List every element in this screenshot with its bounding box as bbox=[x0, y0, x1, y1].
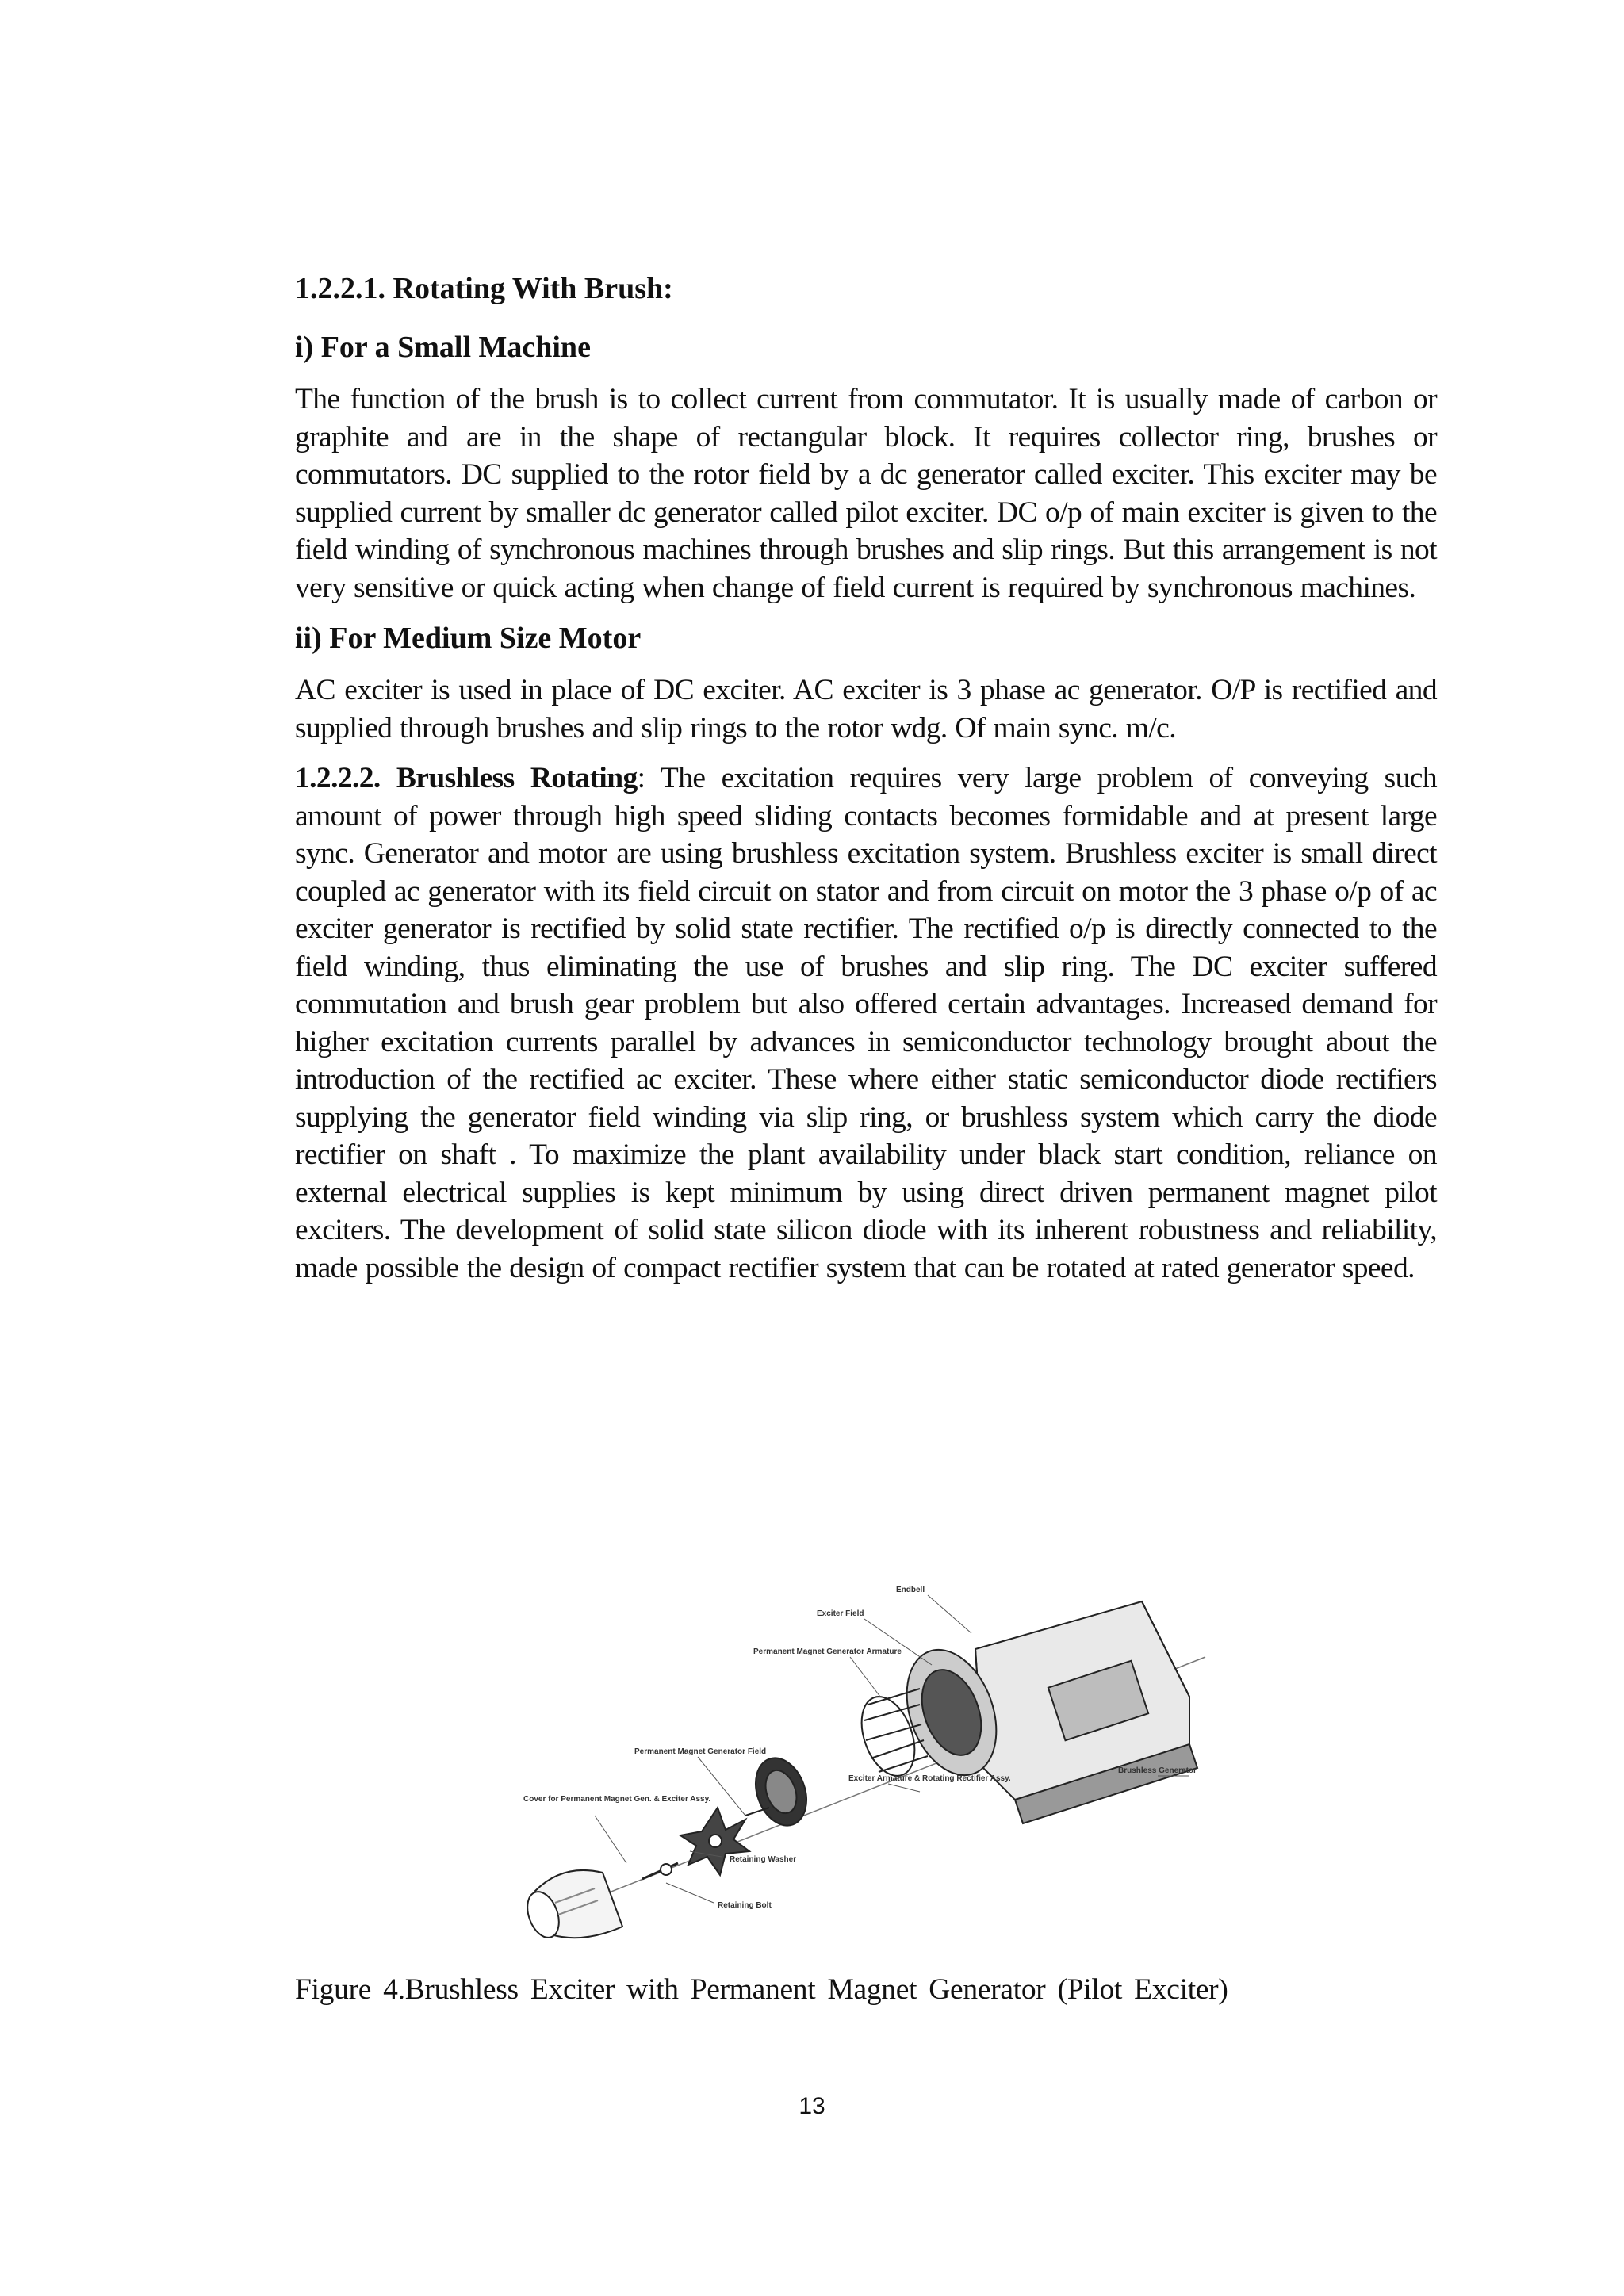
page-number: 13 bbox=[799, 2093, 825, 2119]
label-retaining-bolt: Retaining Bolt bbox=[718, 1901, 772, 1910]
label-endbell: Endbell bbox=[896, 1586, 925, 1594]
paragraph-medium-motor: AC exciter is used in place of DC exciter. AC exciter is 3 phase ac generator. O/P is rectified and supplied through brushes and slip rings to the rotor wdg. Of main sync. m/c. bbox=[295, 674, 1437, 744]
label-retaining-washer: Retaining Washer bbox=[730, 1855, 797, 1864]
label-brushless-generator: Brushless Generator bbox=[1118, 1766, 1197, 1775]
subheading-small-machine: i) For a Small Machine bbox=[295, 331, 591, 364]
section-heading-rotating-with-brush: 1.2.2.1. Rotating With Brush: bbox=[295, 272, 673, 305]
label-pmg-armature: Permanent Magnet Generator Armature bbox=[753, 1647, 902, 1656]
label-pmg-field: Permanent Magnet Generator Field bbox=[634, 1747, 767, 1756]
retaining-washer bbox=[661, 1864, 672, 1875]
label-exciter-field: Exciter Field bbox=[817, 1609, 864, 1618]
exciter-cover bbox=[522, 1870, 622, 1942]
pmg-armature bbox=[745, 1751, 815, 1832]
subheading-medium-motor: ii) For Medium Size Motor bbox=[295, 622, 642, 655]
section-heading-brushless-rotating: 1.2.2.2. Brushless Rotating bbox=[295, 762, 638, 794]
paragraph-brushless-rotating bbox=[295, 760, 1437, 1287]
brushless-rotating-text: : The excitation requires very large problem of conveying such amount of power through high speed sliding contacts becomes formidable and at present large sync. Generator and motor are using brushless excitation system. Brushless exciter is small direct coupled ac generator with its field circuit on stator and from circuit on motor the 3 phase o/p of ac exciter generator is rectified by solid state rectifier. The rectified o/p is directly connected to the field winding, thus eliminating the use of brushes and slip ring. The DC exciter suffered commutation and brush gear problem but also offered certain advantages. Increased demand for higher excitation currents parallel by advances in semiconductor technology brought about the introduction of the rectified ac exciter. These where either static semiconductor diode rectifiers supplying the generator field winding via slip ring, or brushless system which carry the diode rectifier on shaft . To maximize the plant availability under black start condition, reliance on external electrical supplies is kept minimum by using direct driven permanent magnet pilot exciters. The development of solid state silicon diode with its inherent robustness and reliability, made possible the design of compact rectifier system that can be rotated at rated generator speed. bbox=[295, 762, 1438, 1284]
figure-caption: Figure 4.Brushless Exciter with Permanent Magnet Generator (Pilot Exciter) bbox=[295, 1973, 1228, 2006]
label-cover: Cover for Permanent Magnet Gen. & Exciter Assy. bbox=[523, 1795, 711, 1804]
page-content bbox=[295, 270, 1437, 1299]
brushless-exciter-illustration bbox=[508, 1578, 1221, 1942]
label-exciter-armature: Exciter Armature & Rotating Rectifier Assy. bbox=[848, 1774, 1011, 1783]
paragraph-small-machine: The function of the brush is to collect current from commutator. It is usually made of carbon or graphite and are in the shape of rectangular block. It requires collector ring, brushes or commutators. DC supplied to the rotor field by a dc generator called exciter. This exciter may be supplied current by smaller dc generator called pilot exciter. DC o/p of main exciter is given to the field winding of synchronous machines through brushes and slip rings. But this arrangement is not very sensitive or quick acting when change of field current is required by synchronous machines. bbox=[295, 383, 1437, 604]
